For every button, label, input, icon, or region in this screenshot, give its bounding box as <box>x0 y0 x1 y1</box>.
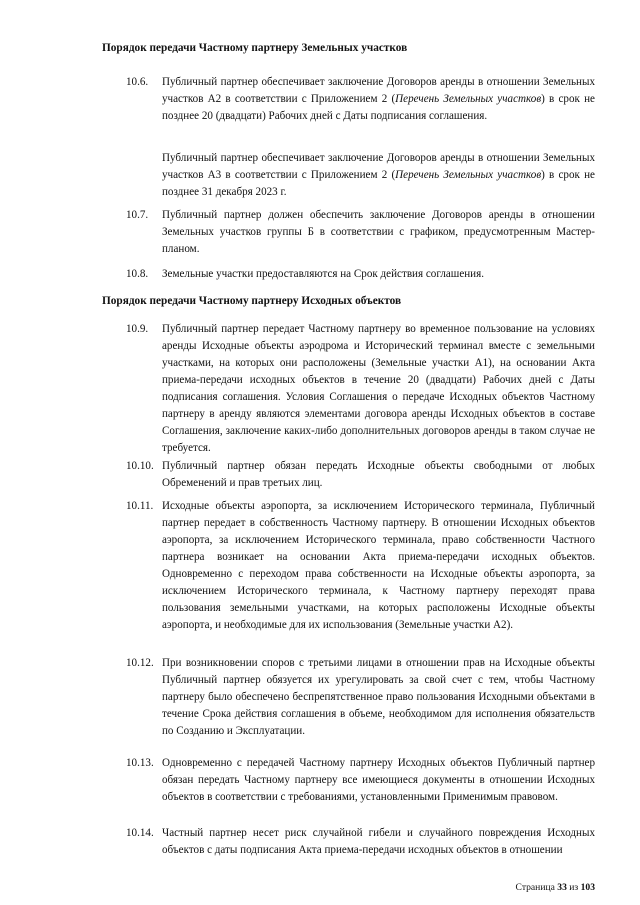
clause-text-italic: Перечень Земельных участков <box>395 169 542 181</box>
clause-text-part: ) в срок не позднее 20 (двадцати) Рабочих дней с Даты подписания соглашения. <box>162 93 595 122</box>
clause-text-italic: Перечень Земельных участков <box>395 93 542 105</box>
clause-text-part: Публичный партнер обеспечивает заключение Договоров аренды в отношении Земельных участков А3 в соответствии с Приложением 2 ( <box>162 152 595 181</box>
clause-text: Публичный партнер должен обеспечить заключение Договоров аренды в отношении Земельных участков группы Б в соответствии с графиком, предусмотренным Мастер-планом. <box>162 209 595 255</box>
footer-label: Страница <box>515 882 555 893</box>
clause-text: Земельные участки предоставляются на Срок действия соглашения. <box>162 268 485 280</box>
clause-number: 10.9. <box>126 323 149 335</box>
clause-number: 10.14. <box>126 827 154 839</box>
clause-number: 10.6. <box>126 76 149 88</box>
clause-number: 10.7. <box>126 209 149 221</box>
clause-text <box>162 74 595 125</box>
clause-text: Исходные объекты аэропорта, за исключением Исторического терминала, Публичный партнер передает в собственность Частному партнеру. В отношении Исходных объектов аэропорта, за исключением Исторического терминала, право собственности Частного партнера возникает на основании Акта приема-передачи исходных объектов. Одновременно с переходом права собственности на Исходные объекты аэропорта, за исключением Исторического терминала, к Частному партнеру переходят права пользования земельными участками, на которых расположены Исходные объекты аэропорта, и необходимые для их использования (Земельные участки А2). <box>162 500 595 631</box>
clause-text: Одновременно с передачей Частному партнеру Исходных объектов Публичный партнер обязан передать Частному партнеру все имеющиеся документы в отношении Исходных объектов в соответствии с требованиями, установленными Применимым правовом. <box>162 757 595 803</box>
clause-text: При возникновении споров с третьими лицами в отношении прав на Исходные объекты Публичный партнер обязуется их урегулировать за свой счет с тем, чтобы Частному партнеру было обеспечено беспрепятственное право пользования Исходными объектами в течение Срока действия соглашения в объеме, необходимом для исполнения обязательств по Созданию и Эксплуатации. <box>162 657 595 737</box>
clause-number: 10.13. <box>126 757 154 769</box>
clause-text: Публичный партнер передает Частному партнеру во временное пользование на условиях аренды Исходные объекты аэродрома и Исторический терминал вместе с земельными участками, на которых они расположены (Земельные участки А1), на основании Акта приема-передачи исходных объектов в течение 20 (двадцати) Рабочих дней с Даты подписания соглашения. Условия Соглашения о передаче Исходных объектов Частному партнеру в аренду являются элементами договора аренды Исходных объектов в составе Соглашения, заключение каких-либо дополнительных договоров аренды в таком случае не требуется. <box>162 323 595 454</box>
clause-number: 10.10. <box>126 460 154 472</box>
footer-total: 103 <box>580 882 595 893</box>
footer-page: 33 <box>557 882 567 893</box>
clause-text <box>162 150 595 201</box>
clause-number: 10.11. <box>126 500 154 512</box>
clause-number: 10.8. <box>126 268 149 280</box>
clause-text-part: ) в срок не позднее 31 декабря 2023 г. <box>162 169 595 198</box>
clause-text: Частный партнер несет риск случайной гибели и случайного повреждения Исходных объектов с даты подписания Акта приема-передачи исходных объектов в отношении <box>162 827 595 856</box>
section-heading-land-plots: Порядок передачи Частному партнеру Земельных участков <box>102 42 408 54</box>
clause-text: Публичный партнер обязан передать Исходные объекты свободными от любых Обременений и прав третьих лиц. <box>162 460 595 489</box>
footer-of: из <box>569 882 579 893</box>
clause-number: 10.12. <box>126 657 154 669</box>
page-number-footer <box>500 879 595 896</box>
clause-text-part: Публичный партнер обеспечивает заключение Договоров аренды в отношении Земельных участков А2 в соответствии с Приложением 2 ( <box>162 76 595 105</box>
section-heading-source-objects: Порядок передачи Частному партнеру Исходных объектов <box>102 295 402 307</box>
